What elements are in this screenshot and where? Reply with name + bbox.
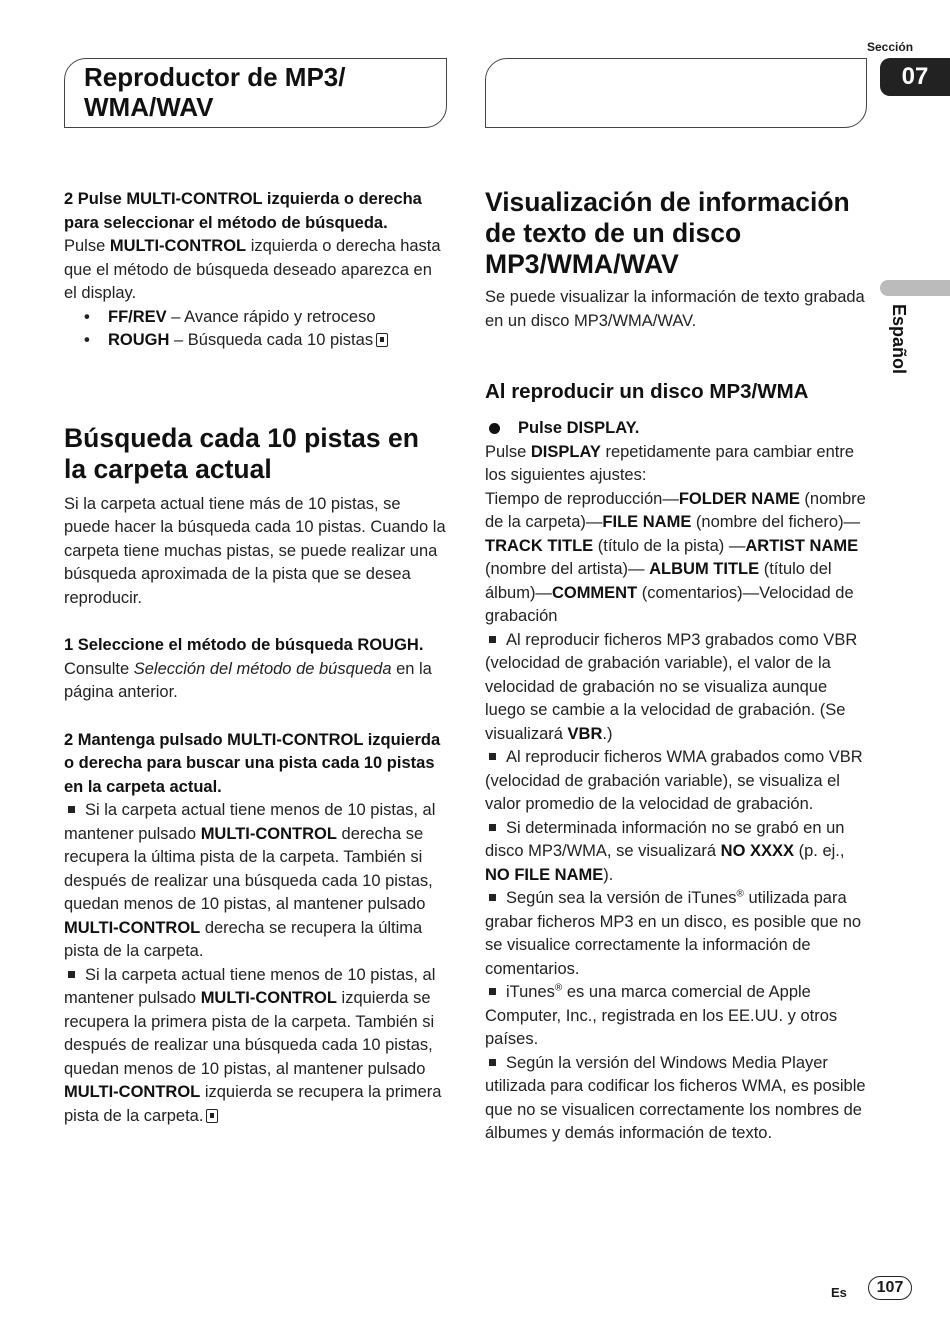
right-column [485,187,867,1146]
list-item: • ROUGH – Búsqueda cada 10 pistas [84,329,446,353]
end-mark-icon [206,1109,218,1123]
step-dot-icon [489,423,500,434]
page-number: 107 [868,1276,912,1300]
chapter-title: Reproductor de MP3/ WMA/WAV [84,62,346,122]
step2b-heading: 2 Mantenga pulsado MULTI-CONTROL izquierda o derecha para buscar una pista cada 10 pistas en la carpeta actual. [64,730,441,796]
note-no-info: Si determinada información no se grabó en un disco MP3/WMA, se visualizará NO XXXX (p. ej., NO FILE NAME). [485,818,845,884]
note-last-track: Si la carpeta actual tiene menos de 10 pistas, al mantener pulsado MULTI-CONTROL derecha se recupera la última pista de la carpeta. También si después de realizar una búsqueda cada 10 pistas, quedan menos de 10 pistas, al mantener pulsado MULTI-CONTROL derecha se recupera la última pista de la carpeta. [64,801,436,960]
note-square-icon [489,894,496,901]
footer-language-code: Es [831,1285,847,1300]
subheading-mp3-wma: Al reproducir un disco MP3/WMA [485,380,809,403]
language-label: Español [889,304,909,375]
note-square-icon [489,636,496,643]
end-mark-icon [376,333,388,347]
header-empty-box [485,58,867,128]
rough-intro: Si la carpeta actual tiene más de 10 pistas, se puede hacer la búsqueda cada 10 pistas. Cuando la carpeta tiene muchas pistas, se puede realizar una búsqueda aproximada de la pista que se desea reproducir. [64,494,446,607]
step1-heading: 1 Seleccione el método de búsqueda ROUGH. [64,636,424,654]
display-step-body: Pulse DISPLAY repetidamente para cambiar entre los siguientes ajustes: [485,442,854,484]
section-heading-text-info: Visualización de información de texto de un disco MP3/WMA/WAV [485,187,850,279]
note-mp3-vbr: Al reproducir ficheros MP3 grabados como VBR (velocidad de grabación variable), el valor de la velocidad de grabación no se visualiza aunque luego se cambie a la velocidad de grabación. (Se visualizará VBR.) [485,630,858,743]
section-heading-rough: Búsqueda cada 10 pistas en la carpeta actual [64,422,419,484]
note-square-icon [489,753,496,760]
step2-body: Pulse MULTI-CONTROL izquierda o derecha hasta que el método de búsqueda deseado aparezca en el display. [64,237,441,302]
step1-body: Consulte Selección del método de búsqueda en la página anterior. [64,659,432,701]
note-square-icon [68,971,75,978]
left-column [64,188,446,1128]
search-method-list [64,306,446,353]
list-item: • FF/REV – Avance rápido y retroceso [84,306,446,330]
note-square-icon [489,824,496,831]
note-wma-vbr: Al reproducir ficheros WMA grabados como VBR (velocidad de grabación variable), se visualiza el valor promedio de la velocidad de grabación. [485,748,863,813]
note-itunes-trademark: iTunes® es una marca comercial de Apple Computer, Inc., registrada en los EE.UU. y otros países. [485,982,838,1048]
section-label: Sección [867,40,914,54]
note-square-icon [68,806,75,813]
note-windows-media-player: Según la versión del Windows Media Player utilizada para codificar los ficheros WMA, es posible que no se visualicen correctamente los nombres de álbumes y demás información de texto. [485,1053,866,1142]
section-number: 07 [880,58,950,96]
note-square-icon [489,988,496,995]
note-itunes-version: Según sea la versión de iTunes® utilizada para grabar ficheros MP3 en un disco, es posible que no se visualice correctamente la información de comentarios. [485,888,862,978]
display-step-heading: Pulse DISPLAY. [485,417,867,441]
note-first-track: Si la carpeta actual tiene menos de 10 pistas, al mantener pulsado MULTI-CONTROL izquierda se recupera la primera pista de la carpeta. También si después de realizar una búsqueda cada 10 pistas, quedan menos de 10 pistas, al mantener pulsado MULTI-CONTROL izquierda se recupera la primera pista de la carpeta. [64,965,442,1125]
step2-heading: 2 Pulse MULTI-CONTROL izquierda o derecha para seleccionar el método de búsqueda. [64,190,422,232]
display-sequence: Tiempo de reproducción—FOLDER NAME (nombre de la carpeta)—FILE NAME (nombre del fichero)—TRACK TITLE (título de la pista) —ARTIST NAME (nombre del artista)— ALBUM TITLE (título del álbum)—COMMENT (comentarios)—Velocidad de grabación [485,489,866,625]
note-square-icon [489,1059,496,1066]
language-tab-bar [880,280,950,296]
text-info-intro: Se puede visualizar la información de texto grabada en un disco MP3/WMA/WAV. [485,288,865,330]
